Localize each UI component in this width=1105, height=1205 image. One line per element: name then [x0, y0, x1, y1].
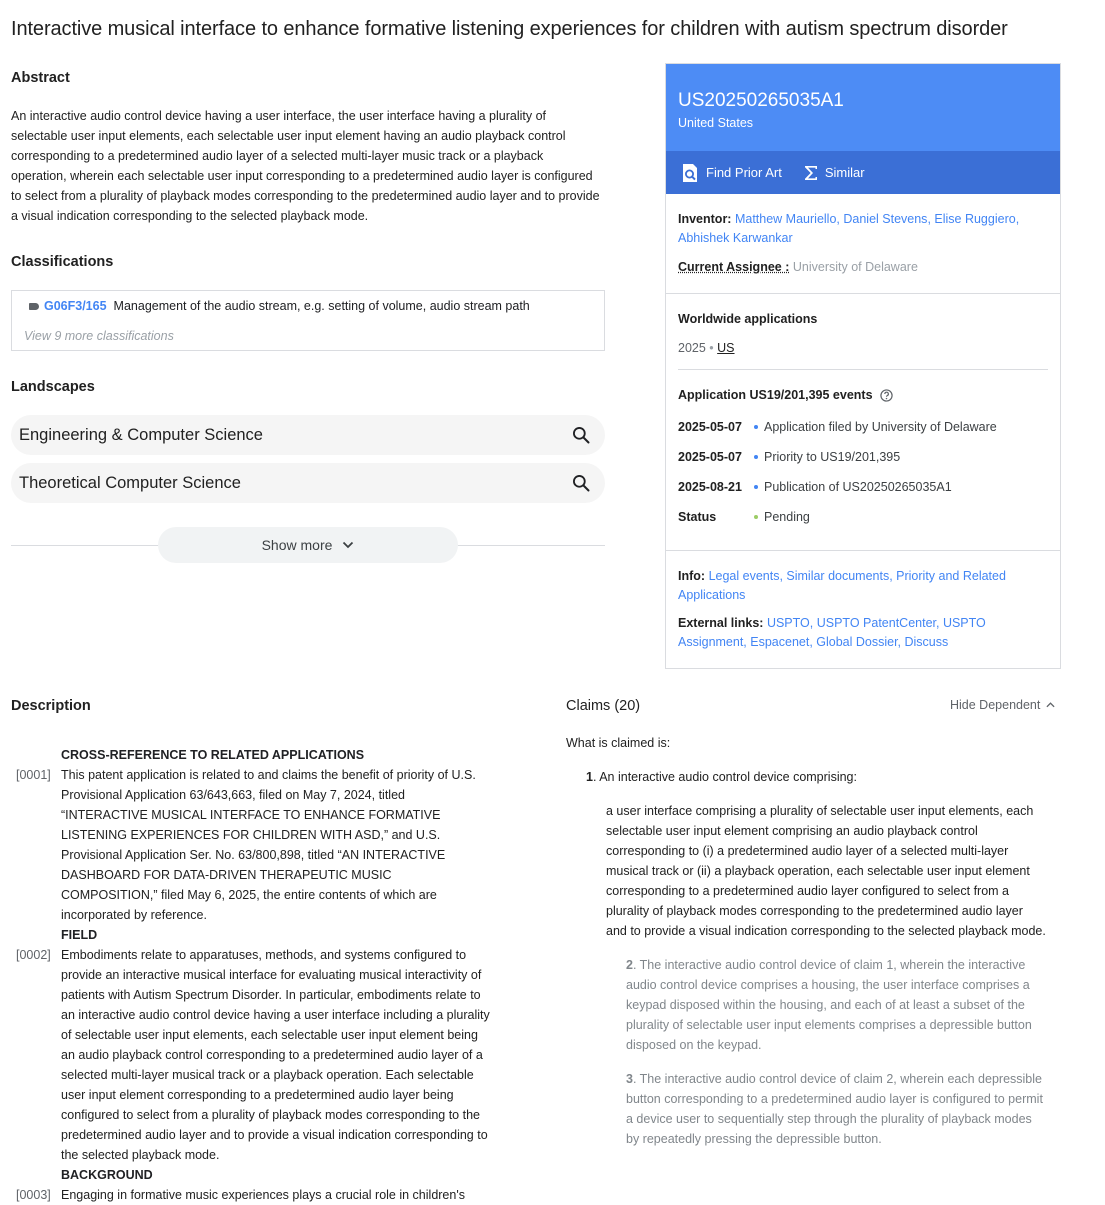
similar-label: Similar [824, 165, 865, 180]
patent-info-panel [665, 63, 1061, 669]
landscape-label: Theoretical Computer Science [19, 473, 241, 492]
similar-button[interactable] [804, 165, 865, 181]
event-row: 2025-05-07 Priority to US19/201,395 [678, 450, 901, 464]
description-body [11, 745, 501, 1205]
claim-1-body: a user interface comprising a plurality of selectable user input elements, each selectable user input element comprising an audio playback control corresponding to (i) a predetermined audio layer of a selected multi-layer musical track or (ii) a playback operation, each selectable user input element corresponding to a predetermined audio layer configured to select from a plurality of playback modes corresponding to the predetermined audio layer and to provide a visual indication corresponding to the selected playback mode. [606, 804, 1046, 938]
divider [666, 550, 1060, 551]
section-heading: CROSS-REFERENCE TO RELATED APPLICATIONS [61, 748, 365, 762]
external-links: External links: USPTO, USPTO PatentCenter, USPTO Assignment, Espacenet, Global Dossier, Discuss [678, 616, 986, 649]
claim-2: 2. The interactive audio control device of claim 1, wherein the interactive audio control device comprises a housing, the user interface comprises a keypad disposed within the housing, and each of at least a subset of the plurality of selectable user input elements comprises a depressible button disposed on the keypad. [626, 958, 1032, 1052]
country: United States [678, 116, 754, 130]
divider [666, 293, 1060, 294]
paragraph-number: [0001] [16, 768, 51, 782]
event-row: 2025-05-07 Application filed by University of Delaware [678, 420, 997, 434]
paragraph [11, 1185, 501, 1205]
paragraph-text: This patent application is related to and claims the benefit of priority of U.S. Provisional Application 63/643,663, filed on May 7, 2024, titled “INTERACTIVE MUSICAL INTERFACE TO ENHANCE FORMATIVE LISTENING EXPERIENCES FOR CHILDREN WITH ASD,” and U.S. Provisional Application Ser. No. 63/800,898, titled “AN INTERACTIVE DASHBOARD FOR DATA-DRIVEN THERAPEUTIC MUSIC COMPOSITION,” filed May 6, 2025, the entire contents of which are incorporated by reference. [61, 768, 476, 922]
paragraph [11, 945, 501, 1165]
divider [678, 369, 1048, 370]
description-heading: Description [11, 698, 91, 714]
abstract-heading: Abstract [11, 70, 70, 86]
claim-3: 3. The interactive audio control device of claim 2, wherein each depressible button corresponding to a predetermined audio layer is configured to permit a device user to sequentially step through the plurality of playback modes by repeatedly pressing the depressible button. [626, 1072, 1043, 1146]
claims-intro: What is claimed is: [566, 736, 671, 750]
landscape-item-theoretical[interactable] [11, 463, 605, 503]
landscape-label: Engineering & Computer Science [19, 425, 263, 444]
event-row: 2025-08-21 Publication of US20250265035A1 [678, 480, 952, 494]
paragraph-text: Engaging in formative music experiences plays a crucial role in children's [61, 1188, 465, 1202]
tag-icon [29, 303, 39, 310]
find-prior-art-button[interactable] [681, 163, 782, 183]
inventor-link[interactable]: Elise Ruggiero [934, 212, 1016, 226]
paragraph [11, 765, 501, 925]
show-more-label: Show more [261, 537, 333, 553]
publication-number: US20250265035A1 [678, 90, 844, 111]
document-search-icon [681, 163, 699, 183]
info-links: Info: Legal events, Similar documents, Priority and Related Applications [678, 569, 1006, 602]
status-row: Status Pending [678, 510, 810, 524]
event-dot [754, 455, 758, 459]
show-more-button[interactable] [158, 527, 458, 563]
section-heading: BACKGROUND [61, 1168, 153, 1182]
panel-toolbar [666, 151, 1060, 194]
find-prior-art-label: Find Prior Art [706, 165, 782, 180]
classification-code-link[interactable]: G06F3/165 [44, 299, 107, 313]
section-heading: FIELD [61, 928, 98, 942]
worldwide-heading: Worldwide applications [678, 312, 818, 326]
events-heading: Application US19/201,395 events [678, 386, 893, 405]
claim-1: 1. An interactive audio control device comprising: [586, 770, 857, 784]
external-link[interactable]: USPTO, USPTO PatentCenter, USPTO Assignment, Espacenet, Global Dossier, Discuss [678, 616, 986, 649]
paragraph-number: [0002] [16, 948, 51, 962]
inventor-link[interactable]: Daniel Stevens [843, 212, 928, 226]
landscape-item-engineering[interactable] [11, 415, 605, 455]
worldwide-applications: 2025 • US [678, 341, 735, 355]
classifications-box [11, 290, 605, 351]
abstract-text: An interactive audio control device having a user interface, the user interface having a plurality of selectable user input elements, each selectable user input element having an audio playback control corresponding to a predetermined audio layer of a selected multi-layer music track or a playback operation, wherein each selectable user input corresponding to a predetermined audio layer is configured to select from a plurality of playback modes corresponding to the predetermined audio layer and to provide a visual indication corresponding to the selected playback mode. [11, 109, 600, 223]
claims-heading: Claims (20) [566, 698, 641, 714]
paragraph-text: Embodiments relate to apparatuses, methods, and systems configured to provide an interactive musical interface for evaluating musical interactivity of patients with Autism Spectrum Disorder. In particular, embodiments relate to an interactive audio control device having a user interface including a plurality of selectable user input elements, each selectable user input element being an audio playback control corresponding to a predetermined audio layer of a selected multi-layer musical track or a playback operation. Each selectable user input element corresponding to a predetermined audio layer being configured to select from a plurality of playback modes corresponding to the predetermined audio layer and to provide a visual indication corresponding to the selected playback mode. [61, 948, 490, 1162]
hide-dependent-toggle[interactable]: Hide Dependent [950, 698, 1055, 712]
inventor-link[interactable]: Matthew Mauriello [734, 212, 837, 226]
classifications-heading: Classifications [11, 254, 114, 270]
panel-header [666, 64, 1060, 151]
info-link[interactable]: Legal events, Similar documents, Priority and Related Applications [678, 569, 1006, 602]
view-more-classifications[interactable]: View 9 more classifications [24, 329, 174, 343]
classification-description: Management of the audio stream, e.g. setting of volume, audio stream path [113, 299, 530, 313]
chevron-down-icon [342, 541, 354, 549]
status-dot [754, 515, 758, 519]
sigma-icon [804, 165, 818, 181]
inventors: Inventor: Matthew Mauriello, Daniel Stevens, Elise Ruggiero, Abhishek Karwankar [678, 212, 1020, 245]
assignee-name[interactable]: University of Delaware [792, 260, 918, 274]
search-icon[interactable] [571, 473, 591, 493]
worldwide-country-link[interactable]: US [717, 341, 735, 355]
paragraph-number: [0003] [16, 1188, 51, 1202]
status-badge: Pending [764, 510, 810, 524]
chevron-up-icon [1046, 702, 1055, 708]
landscapes-heading: Landscapes [11, 379, 95, 395]
help-icon[interactable] [880, 389, 893, 402]
event-dot [754, 485, 758, 489]
inventor-link[interactable]: Abhishek Karwankar [678, 231, 793, 245]
search-icon[interactable] [571, 425, 591, 445]
claims-body [566, 733, 1046, 1149]
page-title: Interactive musical interface to enhance formative listening experiences for children with autism spectrum disorder [11, 18, 1008, 40]
event-dot [754, 425, 758, 429]
current-assignee: Current Assignee : University of Delaware [678, 260, 918, 274]
